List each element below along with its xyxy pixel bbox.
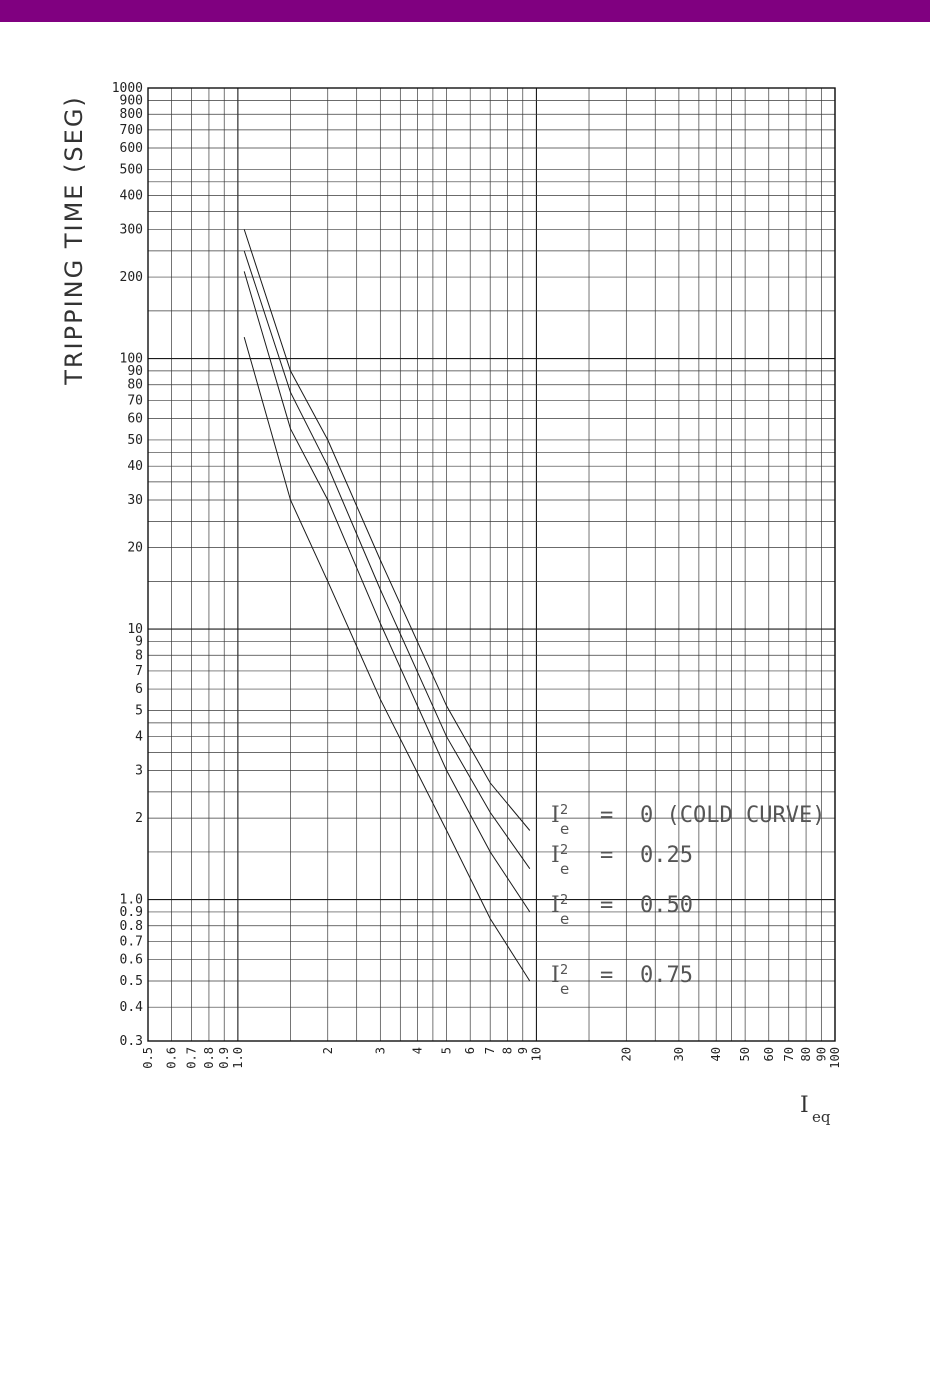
x-tick-label: 80 <box>799 1047 814 1062</box>
legend-value: 0.75 <box>640 963 693 988</box>
y-tick-label: 0.5 <box>119 973 143 989</box>
y-tick-label: 8 <box>135 648 143 664</box>
chart-curves <box>244 229 530 981</box>
y-tick-label: 900 <box>119 93 143 109</box>
curve-series-4 <box>244 337 530 981</box>
y-tick-label: 400 <box>119 188 143 204</box>
x-tick-label: 0.6 <box>164 1047 179 1069</box>
y-tick-label: 5 <box>135 703 143 719</box>
x-tick-label: 4 <box>410 1047 425 1055</box>
y-tick-label: 7 <box>135 663 143 679</box>
x-tick-label: 30 <box>671 1047 686 1062</box>
y-tick-label: 0.8 <box>119 918 143 934</box>
legend-superscript: 2 <box>560 963 569 978</box>
legend-superscript: 2 <box>560 893 569 908</box>
x-axis-label <box>800 1093 831 1126</box>
y-tick-label: 0.4 <box>119 1000 143 1016</box>
x-tick-label: 0.7 <box>184 1047 199 1069</box>
legend-subscript: e <box>560 860 570 878</box>
x-tick-label: 0.5 <box>141 1047 155 1069</box>
x-tick-label: 10 <box>529 1047 544 1062</box>
plot-frame <box>148 88 835 1041</box>
chart-legend <box>551 803 825 998</box>
y-tick-label: 6 <box>135 682 143 698</box>
y-tick-label: 40 <box>127 459 143 475</box>
x-tick-label: 0.8 <box>201 1047 216 1069</box>
y-tick-label: 0.3 <box>119 1034 143 1049</box>
legend-subscript: e <box>560 820 570 838</box>
legend-equals: = <box>600 843 614 868</box>
y-tick-label: 60 <box>127 411 143 427</box>
y-tick-label: 90 <box>127 363 143 379</box>
y-tick-label: 800 <box>119 107 143 123</box>
legend-equals: = <box>600 893 614 918</box>
x-tick-label: 3 <box>373 1047 388 1055</box>
y-tick-label: 30 <box>127 492 143 508</box>
y-tick-label: 1.0 <box>119 892 143 908</box>
legend-superscript: 2 <box>560 843 569 858</box>
y-tick-label: 70 <box>127 393 143 409</box>
x-tick-label: 7 <box>483 1047 498 1055</box>
legend-subscript: e <box>560 910 570 928</box>
y-tick-label: 300 <box>119 222 143 238</box>
y-tick-label: 20 <box>127 540 143 556</box>
x-tick-label: 20 <box>619 1047 634 1062</box>
legend-symbol: I <box>551 963 560 988</box>
y-axis-ticks <box>112 81 143 1049</box>
y-tick-label: 700 <box>119 122 143 138</box>
y-tick-label: 1000 <box>111 81 143 96</box>
legend-item <box>551 843 693 878</box>
legend-equals: = <box>600 803 614 828</box>
legend-subscript: e <box>560 980 570 998</box>
legend-value: 0.25 <box>640 843 693 868</box>
y-tick-label: 200 <box>119 270 143 286</box>
x-tick-label: 2 <box>320 1047 335 1055</box>
y-tick-label: 50 <box>127 432 143 448</box>
curve-series-2 <box>244 251 530 869</box>
x-tick-label: 60 <box>761 1047 776 1062</box>
curve-series-3 <box>244 271 530 912</box>
y-tick-label: 0.7 <box>119 934 143 950</box>
x-tick-label: 50 <box>738 1047 753 1062</box>
y-tick-label: 500 <box>119 162 143 178</box>
y-tick-label: 9 <box>135 634 143 650</box>
legend-item <box>551 963 693 998</box>
x-tick-label: 100 <box>828 1047 842 1069</box>
y-tick-label: 10 <box>127 622 143 638</box>
legend-item <box>551 803 825 838</box>
y-tick-label: 2 <box>135 811 143 827</box>
x-axis-ticks <box>141 1047 842 1069</box>
y-axis-label: TRIPPING TIME (SEG) <box>60 95 88 385</box>
x-tick-label: 0.9 <box>217 1047 232 1069</box>
x-tick-label: 5 <box>439 1047 454 1055</box>
x-tick-label: 70 <box>781 1047 796 1062</box>
legend-superscript: 2 <box>560 803 569 818</box>
y-tick-label: 100 <box>119 351 143 367</box>
y-tick-label: 80 <box>127 377 143 393</box>
legend-symbol: I <box>551 803 560 828</box>
curve-series-1 <box>244 229 530 830</box>
y-tick-label: 600 <box>119 141 143 157</box>
x-tick-label: 1.0 <box>230 1047 245 1069</box>
x-tick-label: 40 <box>709 1047 724 1062</box>
y-tick-label: 0.6 <box>119 952 143 968</box>
x-tick-label: 8 <box>500 1047 515 1055</box>
y-tick-label: 0.9 <box>119 904 143 920</box>
legend-symbol: I <box>551 893 560 918</box>
legend-item <box>551 893 693 928</box>
x-tick-label: 90 <box>814 1047 829 1062</box>
y-tick-label: 4 <box>135 729 143 745</box>
x-axis-label-main: I <box>800 1093 809 1118</box>
x-axis-label-sub: eq <box>812 1108 831 1126</box>
legend-value: 0 (COLD CURVE) <box>640 803 826 828</box>
legend-symbol: I <box>551 843 560 868</box>
y-tick-label: 3 <box>135 763 143 779</box>
x-tick-label: 6 <box>463 1047 478 1055</box>
legend-equals: = <box>600 963 614 988</box>
x-tick-label: 9 <box>515 1047 530 1055</box>
chart-grid <box>148 88 835 1041</box>
legend-value: 0.50 <box>640 893 693 918</box>
